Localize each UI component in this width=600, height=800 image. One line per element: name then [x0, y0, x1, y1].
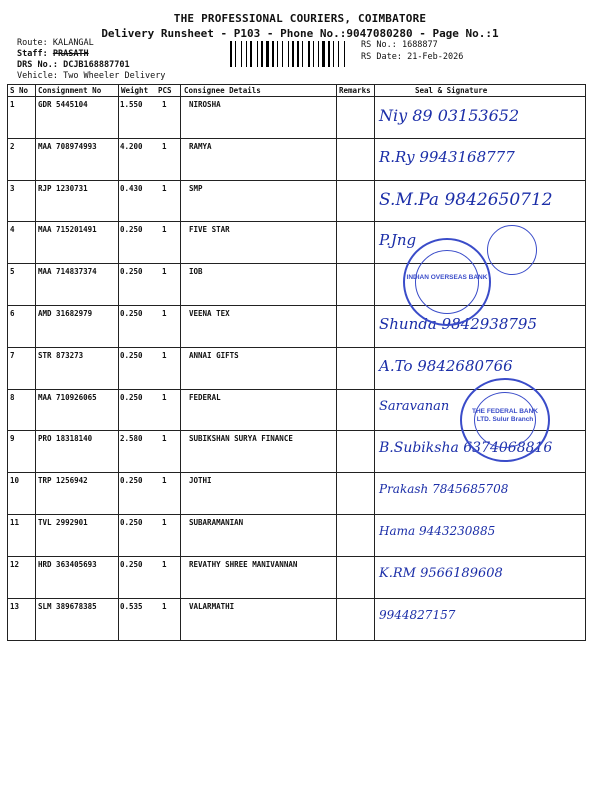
- cell-consignment: PRO 18318140: [38, 434, 93, 444]
- cell-sno: 11: [10, 518, 20, 527]
- cell-pcs: 1: [162, 476, 167, 486]
- row-divider: [7, 598, 586, 599]
- barcode-bar: [253, 41, 256, 67]
- barcode-bar: [322, 41, 325, 67]
- date-stamp: [487, 225, 537, 275]
- cell-sno: 10: [10, 476, 20, 486]
- cell-consignee: JOTHI: [189, 476, 212, 486]
- barcode-bar: [340, 41, 343, 67]
- cell-sno: 4: [10, 225, 15, 235]
- barcode-bar: [230, 41, 232, 67]
- drs-line: [17, 60, 130, 70]
- col-sno: S No: [10, 86, 29, 95]
- cell-consignee: VEENA TEX: [189, 309, 230, 318]
- barcode-bar: [288, 41, 289, 67]
- cell-pcs: 1: [162, 141, 167, 151]
- cell-consignment: MAA 715201491: [38, 225, 97, 235]
- document-title: THE PROFESSIONAL COURIERS, COIMBATORE: [173, 12, 427, 25]
- cell-weight: 0.250: [120, 476, 143, 486]
- barcode-bar: [302, 41, 303, 67]
- cell-weight: 0.430: [120, 183, 143, 193]
- route-line: [17, 38, 94, 48]
- barcode-bar: [346, 41, 347, 67]
- cell-consignee: SUBARAMANIAN: [189, 518, 244, 527]
- cell-sno: 6: [10, 309, 15, 318]
- row-divider: [7, 472, 586, 473]
- cell-weight: 0.250: [120, 559, 143, 569]
- barcode-bar: [338, 41, 339, 67]
- cell-sno: 3: [10, 183, 15, 193]
- route-value: KALANGAL: [52, 38, 94, 48]
- barcode-bar: [344, 41, 345, 67]
- barcode-bar: [264, 41, 265, 67]
- barcode-bar: [250, 41, 252, 67]
- cell-weight: 0.250: [120, 267, 143, 277]
- signature: Shunda 9842938795: [379, 315, 538, 333]
- cell-sno: 8: [10, 392, 15, 402]
- barcode-bar: [257, 41, 258, 67]
- cell-consignee: SUBIKSHAN SURYA FINANCE: [189, 434, 293, 444]
- barcode-bar: [335, 41, 337, 67]
- barcode-bar: [326, 41, 327, 67]
- row-divider: [7, 556, 586, 557]
- iob-stamp-text: INDIAN OVERSEAS BANK: [406, 274, 488, 281]
- barcode-bar: [320, 41, 321, 67]
- route-label: Route:: [17, 38, 48, 48]
- cell-sno: 12: [10, 559, 20, 569]
- cell-consignee: VALARMATHI: [189, 601, 235, 611]
- vehicle-line: [17, 71, 165, 81]
- cell-pcs: 1: [162, 601, 167, 611]
- col-consignee: Consignee Details: [184, 86, 261, 95]
- signature: B.Subiksha 6374068816: [379, 440, 553, 457]
- cell-pcs: 1: [162, 434, 167, 444]
- staff-label: Staff:: [17, 49, 48, 59]
- col-pcs: PCS: [158, 86, 172, 95]
- barcode-bar: [328, 41, 330, 67]
- barcode-bar: [270, 41, 271, 67]
- cell-sno: 1: [10, 100, 15, 109]
- cell-consignment: AMD 31682979: [38, 309, 93, 318]
- barcode-bar: [248, 41, 249, 67]
- signature: S.M.Pa 9842650712: [379, 189, 553, 210]
- signature: Niy 89 03153652: [379, 106, 520, 125]
- barcode-bar: [297, 41, 299, 67]
- rs-no-line: [361, 40, 438, 50]
- barcode-bar: [235, 41, 236, 67]
- cell-consignment: RJP 1230731: [38, 183, 88, 193]
- rs-date-label: RS Date:: [361, 52, 402, 62]
- barcode-bar: [279, 41, 281, 67]
- cell-pcs: 1: [162, 518, 167, 527]
- row-divider: [7, 180, 586, 181]
- barcode-bar: [300, 41, 301, 67]
- barcode-bar: [266, 41, 269, 67]
- col-weight: Weight: [121, 86, 149, 95]
- barcode-bar: [315, 41, 317, 67]
- cell-consignment: MAA 708974993: [38, 141, 97, 151]
- barcode-bar: [241, 41, 242, 67]
- barcode-bar: [237, 41, 240, 67]
- barcode-bar: [290, 41, 291, 67]
- cell-pcs: 1: [162, 100, 167, 109]
- cell-consignee: REVATHY SHREE MANIVANNAN: [189, 559, 298, 569]
- signature: Prakash 7845685708: [379, 482, 509, 497]
- barcode-bar: [259, 41, 260, 67]
- staff-value: PRASATH: [52, 49, 89, 59]
- cell-weight: 0.250: [120, 309, 143, 318]
- cell-consignee: NIROSHA: [189, 100, 221, 109]
- barcode-bar: [243, 41, 245, 67]
- barcode-bar: [282, 41, 283, 67]
- barcode-bar: [333, 41, 334, 67]
- signature: R.Ry 9943168777: [379, 147, 515, 166]
- rs-date-line: [361, 52, 463, 62]
- cell-weight: 4.200: [120, 141, 143, 151]
- row-divider: [7, 138, 586, 139]
- cell-pcs: 1: [162, 225, 167, 235]
- rs-no-value: 1688877: [401, 40, 438, 50]
- barcode-bar: [311, 41, 312, 67]
- cell-weight: 0.250: [120, 518, 143, 527]
- federal-bank-stamp: [460, 378, 550, 462]
- cell-weight: 0.250: [120, 350, 143, 360]
- signature: A.To 9842680766: [379, 356, 513, 375]
- col-consignment: Consignment No: [38, 86, 102, 95]
- cell-sno: 7: [10, 350, 15, 360]
- federal-stamp-text: THE FEDERAL BANK LTD. Sulur Branch: [472, 408, 538, 423]
- barcode-bar: [261, 41, 263, 67]
- signature: 9944827157: [379, 607, 456, 622]
- signature: P.Jng: [379, 231, 417, 250]
- barcode-bar: [284, 41, 287, 67]
- iob-stamp: [403, 238, 491, 326]
- cell-pcs: 1: [162, 350, 167, 360]
- vehicle-label: Vehicle:: [17, 71, 58, 81]
- cell-consignment: TVL 2992901: [38, 518, 88, 527]
- signature: Hama 9443230885: [379, 524, 496, 538]
- cell-sno: 13: [10, 601, 20, 611]
- cell-consignment: TRP 1256942: [38, 476, 88, 486]
- cell-consignee: FIVE STAR: [189, 225, 230, 235]
- drs-value: DCJB168887701: [63, 60, 130, 70]
- barcode-bar: [275, 41, 276, 67]
- signature: K.RM 9566189608: [379, 565, 503, 581]
- cell-weight: 0.250: [120, 392, 143, 402]
- cell-consignee: ANNAI GIFTS: [189, 350, 239, 360]
- barcode-bar: [272, 41, 274, 67]
- col-remarks: Remarks: [339, 86, 371, 95]
- cell-consignment: STR 873273: [38, 350, 84, 360]
- barcode-bar: [304, 41, 307, 67]
- barcode: [230, 41, 355, 67]
- cell-pcs: 1: [162, 559, 167, 569]
- cell-sno: 2: [10, 141, 15, 151]
- cell-pcs: 1: [162, 183, 167, 193]
- drs-label: DRS No.:: [17, 60, 58, 70]
- runsheet-table: [7, 84, 586, 641]
- cell-pcs: 1: [162, 309, 167, 318]
- row-divider: [7, 514, 586, 515]
- cell-consignee: RAMYA: [189, 141, 212, 151]
- rs-date-value: 21-Feb-2026: [407, 52, 464, 62]
- document-subtitle: Delivery Runsheet - P103 - Phone No.:9047080280 - Page No.:1: [101, 27, 499, 40]
- cell-consignee: SMP: [189, 183, 203, 193]
- cell-consignee: FEDERAL: [189, 392, 221, 402]
- row-divider: [7, 305, 586, 306]
- barcode-bar: [246, 41, 247, 67]
- barcode-bar: [233, 41, 234, 67]
- rs-no-label: RS No.:: [361, 40, 397, 50]
- barcode-bar: [277, 41, 278, 67]
- row-divider: [7, 347, 586, 348]
- col-signature: Seal & Signature: [415, 86, 488, 95]
- cell-consignment: MAA 710926065: [38, 392, 97, 402]
- vehicle-value: Two Wheeler Delivery: [63, 71, 166, 81]
- barcode-bar: [313, 41, 314, 67]
- cell-weight: 1.550: [120, 100, 143, 109]
- cell-sno: 5: [10, 267, 15, 277]
- cell-pcs: 1: [162, 392, 167, 402]
- row-divider: [7, 221, 586, 222]
- barcode-bar: [331, 41, 332, 67]
- staff-line: [17, 49, 89, 59]
- cell-consignee: IOB: [189, 267, 203, 277]
- cell-weight: 2.580: [120, 434, 143, 444]
- cell-consignment: SLM 389678385: [38, 601, 97, 611]
- cell-consignment: MAA 714837374: [38, 267, 97, 277]
- cell-weight: 0.250: [120, 225, 143, 235]
- barcode-bar: [292, 41, 294, 67]
- cell-sno: 9: [10, 434, 15, 444]
- barcode-bar: [308, 41, 310, 67]
- cell-consignment: HRD 363405693: [38, 559, 97, 569]
- barcode-bar: [295, 41, 296, 67]
- barcode-bar: [318, 41, 319, 67]
- cell-pcs: 1: [162, 267, 167, 277]
- signature: Saravanan: [379, 398, 450, 414]
- cell-weight: 0.535: [120, 601, 143, 611]
- cell-consignment: GDR 5445104: [38, 100, 88, 109]
